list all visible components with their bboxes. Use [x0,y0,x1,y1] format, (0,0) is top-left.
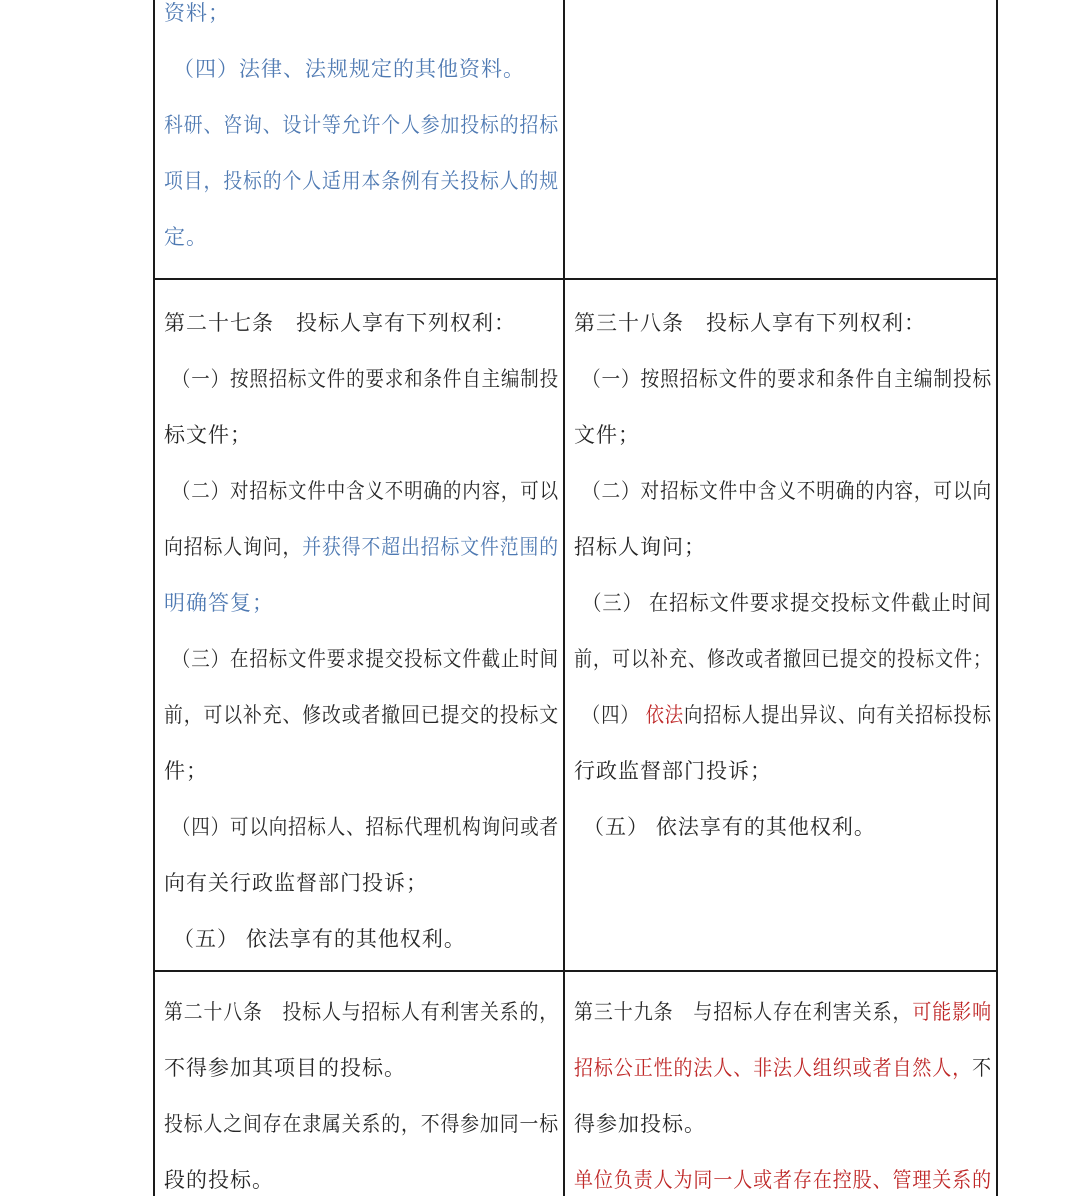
text-line [574,1097,992,1153]
text-segment: 前，可以补充、修改或者撤回已提交的投标文件； [574,648,992,671]
text-line [164,0,559,42]
text-line [574,632,992,688]
old-law-cell [155,972,565,1196]
new-law-cell [565,972,996,1196]
text-line [574,408,992,464]
comparison-table [153,0,998,1196]
text-segment: 定。 [164,226,208,249]
table-row [155,972,996,1196]
text-segment: 第三十八条 投标人享有下列权利： [574,312,926,335]
text-line [574,296,992,352]
text-segment: 第二十八条 投标人与招标人有利害关系的， [164,1001,559,1024]
text-segment: （三）在招标文件要求提交投标文件截止时间 [171,648,559,671]
text-segment: 投标人之间存在隶属关系的，不得参加同一标 [164,1113,559,1136]
text-line [164,1153,559,1196]
table-row [155,0,996,280]
text-line [574,464,992,520]
old-law-cell [155,280,565,970]
text-line [164,985,559,1041]
text-segment: 向招标人询问， [164,536,303,559]
text-line [164,408,559,464]
text-segment: （五） 依法享有的其他权利。 [583,816,876,839]
text-segment: 招标公正性的法人、非法人组织或者自然人， [574,1057,973,1080]
text-segment: 明确答复； [164,592,274,615]
old-law-cell [155,0,565,278]
text-segment: 单位负责人为同一人或者存在控股、管理关系的 [574,1169,992,1192]
text-segment: 向招标人提出异议、向有关招标投标 [684,704,992,727]
text-segment: 依法 [645,704,685,727]
text-segment: 得参加投标。 [574,1113,706,1136]
text-segment: （五） 依法享有的其他权利。 [173,928,466,951]
text-line [164,1041,559,1097]
text-segment: 可能影响 [912,1001,992,1024]
text-line [574,744,992,800]
text-segment: 段的投标。 [164,1169,274,1192]
text-segment: 招标人询问； [574,536,706,559]
text-segment: （二）对招标文件中含义不明确的内容，可以 [171,480,559,503]
text-line [164,912,559,968]
text-line [164,520,559,576]
text-segment: 科研、咨询、设计等允许个人参加投标的招标 [164,114,559,137]
text-segment: 前，可以补充、修改或者撤回已提交的投标文 [164,704,559,727]
text-segment: 第三十九条 与招标人存在利害关系， [574,1001,913,1024]
text-line [164,800,559,856]
text-segment: 文件； [574,424,640,447]
text-segment: 向有关行政监督部门投诉； [164,872,428,895]
text-line [164,576,559,632]
text-line [164,1097,559,1153]
text-line [164,352,559,408]
text-segment: （一）按照招标文件的要求和条件自主编制投 [171,368,559,391]
text-segment: （四）可以向招标人、招标代理机构询问或者 [171,816,559,839]
text-line [574,352,992,408]
text-line [164,98,559,154]
text-line [164,688,559,744]
text-line [574,520,992,576]
text-line [164,464,559,520]
text-segment: （二）对招标文件中含义不明确的内容，可以向 [581,480,992,503]
text-line [574,1041,992,1097]
text-line [574,688,992,744]
text-line [574,576,992,632]
text-segment: 并获得不超出招标文件范围的 [302,536,559,559]
text-line [164,42,559,98]
text-line [164,296,559,352]
text-line [164,632,559,688]
text-segment: （四）法律、法规规定的其他资料。 [173,58,525,81]
table-row [155,280,996,972]
new-law-cell [565,0,996,278]
new-law-cell [565,280,996,970]
text-line [164,744,559,800]
text-segment: （三） 在招标文件要求提交投标文件截止时间 [582,592,992,615]
text-line [164,154,559,210]
text-line [574,800,992,856]
text-segment: 资料； [164,2,230,25]
text-line [574,1153,992,1196]
text-line [574,985,992,1041]
text-segment: 不 [972,1057,992,1080]
text-segment: 行政监督部门投诉； [574,760,772,783]
text-line [164,856,559,912]
text-segment: （四） [581,704,646,727]
text-segment: （一）按照招标文件的要求和条件自主编制投标 [581,368,992,391]
text-segment: 件； [164,760,208,783]
text-segment: 不得参加其项目的投标。 [164,1057,406,1080]
text-segment: 标文件； [164,424,252,447]
text-segment: 第二十七条 投标人享有下列权利： [164,312,516,335]
text-line [164,210,559,266]
text-segment: 项目，投标的个人适用本条例有关投标人的规 [164,170,559,193]
